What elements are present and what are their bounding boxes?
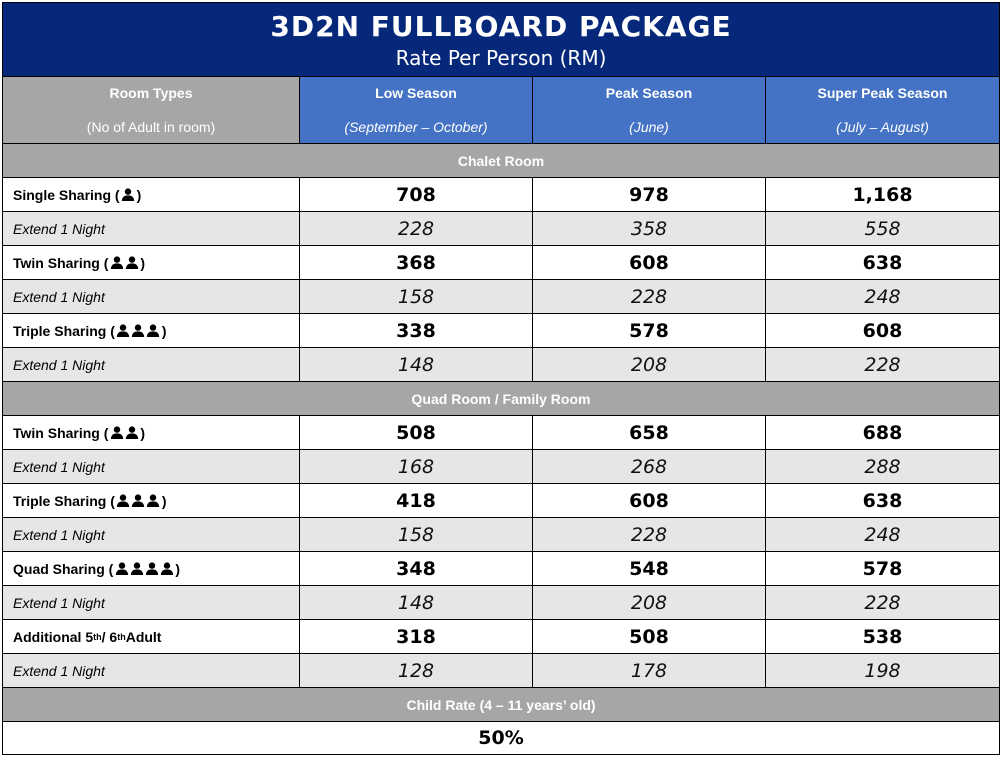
row-label (3, 348, 300, 382)
rate-value: 198 (766, 654, 1000, 688)
room-rate-row (3, 620, 1000, 654)
rate-value: 608 (533, 484, 766, 518)
super-peak-season-header (766, 77, 1000, 144)
child-rate-value: 50% (3, 722, 1000, 755)
room-rate-row (3, 484, 1000, 518)
row-label (3, 552, 300, 586)
row-label-text: Extend 1 Night (13, 526, 105, 543)
row-label-end: Adult (125, 628, 162, 645)
row-label (3, 450, 300, 484)
row-label (3, 178, 300, 212)
person-icon (146, 324, 160, 337)
rate-value: 128 (300, 654, 533, 688)
rate-value: 348 (300, 552, 533, 586)
rate-value: 338 (300, 314, 533, 348)
room-rate-row (3, 178, 1000, 212)
room-rate-row (3, 552, 1000, 586)
row-label (3, 212, 300, 246)
row-label-text: Extend 1 Night (13, 662, 105, 679)
section-title: Quad Room / Family Room (3, 382, 1000, 416)
person-icon (121, 188, 135, 201)
child-rate-header-row (3, 688, 1000, 722)
season-name: Low Season (375, 85, 457, 101)
row-label-text: Extend 1 Night (13, 220, 105, 237)
row-label (3, 416, 300, 450)
rate-value: 638 (766, 246, 1000, 280)
peak-season-header (533, 77, 766, 144)
row-label-end: ) (140, 424, 146, 441)
extend-night-row (3, 518, 1000, 552)
title-row (3, 3, 1000, 77)
occupancy-icons (114, 562, 174, 575)
rate-value: 228 (533, 280, 766, 314)
rate-value: 228 (766, 348, 1000, 382)
occupancy-icons (121, 188, 136, 201)
section-header-row (3, 144, 1000, 178)
rate-value: 318 (300, 620, 533, 654)
rate-value: 248 (766, 518, 1000, 552)
row-label-text: Triple Sharing ( (13, 322, 115, 339)
rate-value: 148 (300, 586, 533, 620)
rate-value: 708 (300, 178, 533, 212)
rate-value: 368 (300, 246, 533, 280)
occupancy-icons (116, 494, 161, 507)
row-label-text: Quad Sharing ( (13, 560, 114, 577)
room-types-label: Room Types (109, 85, 193, 101)
row-label (3, 586, 300, 620)
extend-night-row (3, 654, 1000, 688)
rate-value: 248 (766, 280, 1000, 314)
rate-value: 288 (766, 450, 1000, 484)
rate-value: 178 (533, 654, 766, 688)
season-period: (June) (629, 119, 669, 135)
season-name: Super Peak Season (817, 85, 948, 101)
extend-night-row (3, 280, 1000, 314)
person-icon (160, 562, 174, 575)
person-icon (125, 426, 139, 439)
rate-value: 208 (533, 348, 766, 382)
row-label (3, 518, 300, 552)
room-types-header (3, 77, 300, 144)
row-label-end: ) (140, 254, 146, 271)
row-label: Additional 5 th / 6 th Adult (3, 620, 300, 654)
rate-table (2, 2, 1000, 755)
low-season-header (300, 77, 533, 144)
person-icon (115, 562, 129, 575)
extend-night-row (3, 348, 1000, 382)
section-header-row (3, 382, 1000, 416)
season-period: (July – August) (836, 119, 929, 135)
row-label-text: Additional 5 (13, 628, 94, 645)
rate-value: 658 (533, 416, 766, 450)
room-rate-row (3, 246, 1000, 280)
extend-night-row (3, 586, 1000, 620)
package-title: 3D2N FULLBOARD PACKAGE (270, 9, 732, 43)
row-label-end: ) (136, 186, 142, 203)
rate-value: 358 (533, 212, 766, 246)
row-label-end: ) (161, 492, 167, 509)
rate-sheet (2, 2, 999, 755)
person-icon (110, 256, 124, 269)
section-title: Chalet Room (3, 144, 1000, 178)
row-label-end: ) (161, 322, 167, 339)
rate-value: 578 (533, 314, 766, 348)
rate-value: 228 (533, 518, 766, 552)
season-period: (September – October) (344, 119, 488, 135)
occupancy-icons (109, 426, 139, 439)
person-icon (131, 324, 145, 337)
row-label-text: Single Sharing ( (13, 186, 120, 203)
row-label-text: Twin Sharing ( (13, 424, 109, 441)
row-label-text: Extend 1 Night (13, 356, 105, 373)
rate-value: 208 (533, 586, 766, 620)
row-label-text: Triple Sharing ( (13, 492, 115, 509)
row-label (3, 246, 300, 280)
column-header-row (3, 77, 1000, 144)
extend-night-row (3, 450, 1000, 484)
person-icon (146, 494, 160, 507)
rate-value: 508 (533, 620, 766, 654)
person-icon (145, 562, 159, 575)
row-label (3, 280, 300, 314)
rate-value: 418 (300, 484, 533, 518)
person-icon (110, 426, 124, 439)
rate-value: 638 (766, 484, 1000, 518)
season-name: Peak Season (605, 85, 693, 101)
rate-value: 268 (533, 450, 766, 484)
occupancy-icons (109, 256, 139, 269)
row-label-text: Extend 1 Night (13, 458, 105, 475)
person-icon (116, 324, 130, 337)
rate-value: 228 (766, 586, 1000, 620)
title-banner (3, 3, 1000, 77)
rate-value: 538 (766, 620, 1000, 654)
row-label (3, 654, 300, 688)
child-rate-row (3, 722, 1000, 755)
child-rate-label: Child Rate (4 – 11 years’ old) (3, 688, 1000, 722)
rate-value: 688 (766, 416, 1000, 450)
row-label-mid: / 6 (101, 628, 118, 645)
rate-value: 978 (533, 178, 766, 212)
row-label-end: ) (175, 560, 181, 577)
row-label (3, 484, 300, 518)
extend-night-row (3, 212, 1000, 246)
row-label-text: Twin Sharing ( (13, 254, 109, 271)
person-icon (131, 494, 145, 507)
rate-value: 558 (766, 212, 1000, 246)
row-label-text: Extend 1 Night (13, 594, 105, 611)
rate-value: 168 (300, 450, 533, 484)
row-label-text: Extend 1 Night (13, 288, 105, 305)
rate-value: 608 (533, 246, 766, 280)
rate-value: 148 (300, 348, 533, 382)
occupancy-icons (116, 324, 161, 337)
rate-value: 1,168 (766, 178, 1000, 212)
rate-value: 508 (300, 416, 533, 450)
rate-value: 608 (766, 314, 1000, 348)
person-icon (116, 494, 130, 507)
rate-value: 548 (533, 552, 766, 586)
rate-value: 158 (300, 280, 533, 314)
row-label (3, 314, 300, 348)
person-icon (130, 562, 144, 575)
room-rate-row (3, 314, 1000, 348)
room-rate-row (3, 416, 1000, 450)
person-icon (125, 256, 139, 269)
package-subtitle: Rate Per Person (RM) (395, 45, 607, 70)
room-types-sublabel: (No of Adult in room) (86, 119, 216, 135)
rate-value: 228 (300, 212, 533, 246)
rate-value: 578 (766, 552, 1000, 586)
rate-value: 158 (300, 518, 533, 552)
